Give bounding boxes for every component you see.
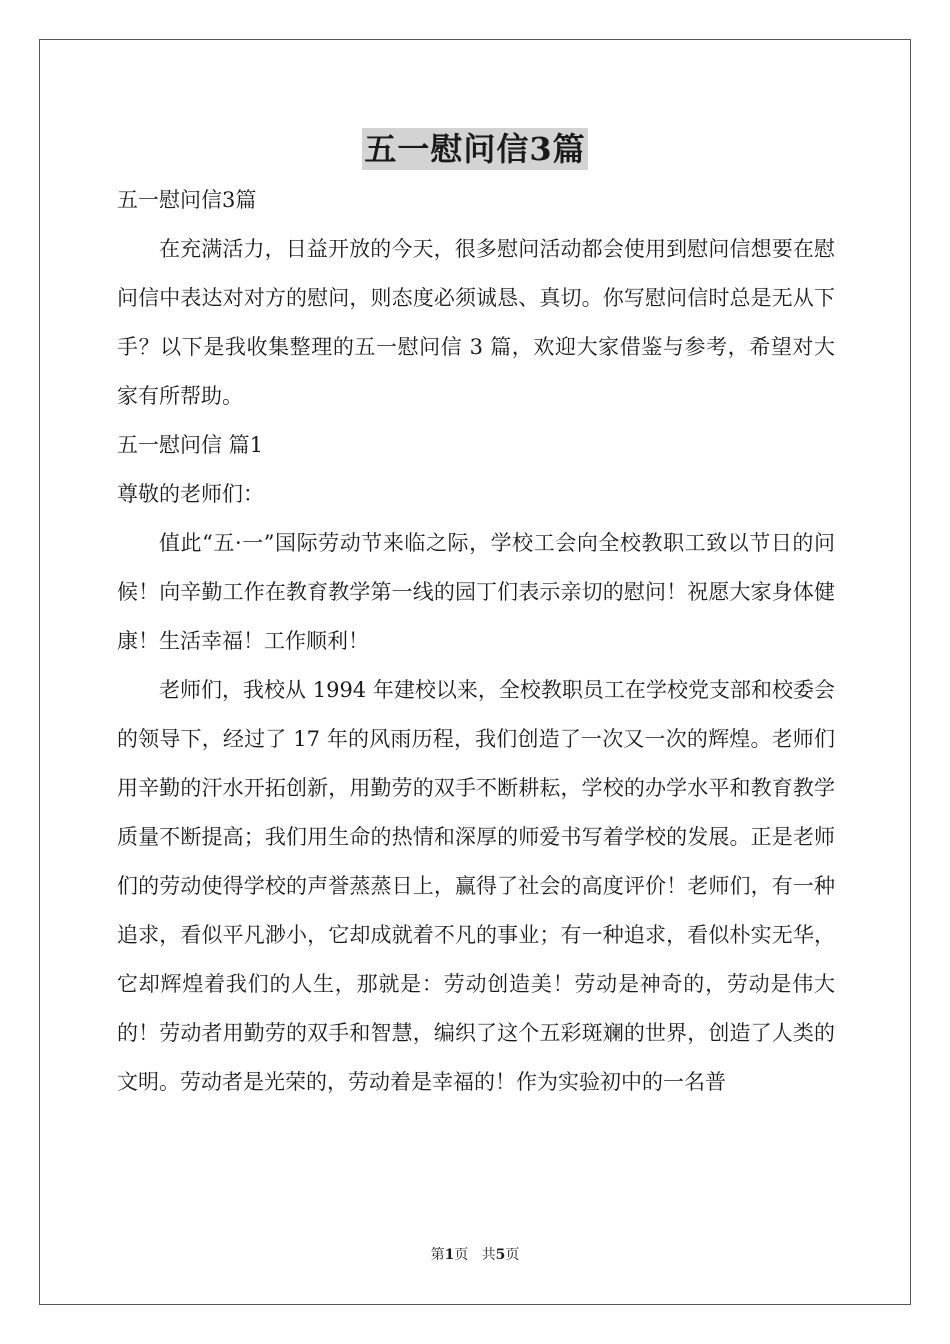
paragraph-body: 老师们，我校从 1994 年建校以来，全校教职员工在学校党支部和校委会的领导下，经过了 17 年的风雨历程，我们创造了一次又一次的辉煌。老师们用辛勤的汗水开拓创新，用勤劳的双手不断耕耘，学校的办学水平和教育教学质量不断提高；我们用生命的热情和深厚的师爱书写着学校的发展。正是老师们的劳动使得学校的声誉蒸蒸日上，赢得了社会的高度评价！老师们，有一种追求，看似平凡渺小，它却成就着不凡的事业；有一种追求，看似朴实无华，它却辉煌着我们的人生，那就是：劳动创造美！劳动是神奇的，劳动是伟大的！劳动者用勤劳的双手和智慧，编织了这个五彩斑斓的世界，创造了人类的文明。劳动者是光荣的，劳动着是幸福的！作为实验初中的一名普 [117,678,835,1094]
total-prefix: 共 [481,1247,496,1263]
page-suffix: 页 [454,1247,469,1263]
total-suffix: 页 [505,1247,520,1263]
paragraph-greeting: 值此“五·一”国际劳动节来临之际，学校工会向全校教职工致以节日的问候！向辛勤工作在教育教学第一线的园丁们表示亲切的慰问！祝愿大家身体健康！生活幸福！工作顺利！ [117,531,835,653]
salutation: 尊敬的老师们： [117,482,264,506]
document-body [117,176,835,1107]
page-prefix: 第 [430,1247,445,1263]
title-container [0,128,950,170]
page-footer [0,1245,950,1265]
page-current: 1 [444,1247,455,1263]
paragraph-subtitle: 五一慰问信3篇 [117,188,257,212]
paragraph-intro: 在充满活力，日益开放的今天，很多慰问活动都会使用到慰问信想要在慰问信中表达对对方的慰问，则态度必须诚恳、真切。你写慰问信时总是无从下手？以下是我收集整理的五一慰问信 3 篇，欢迎大家借鉴与参考，希望对大家有所帮助。 [117,237,835,408]
document-title: 五一慰问信3篇 [364,130,586,168]
section-heading: 五一慰问信 篇1 [117,433,264,457]
page-total: 5 [495,1247,506,1263]
